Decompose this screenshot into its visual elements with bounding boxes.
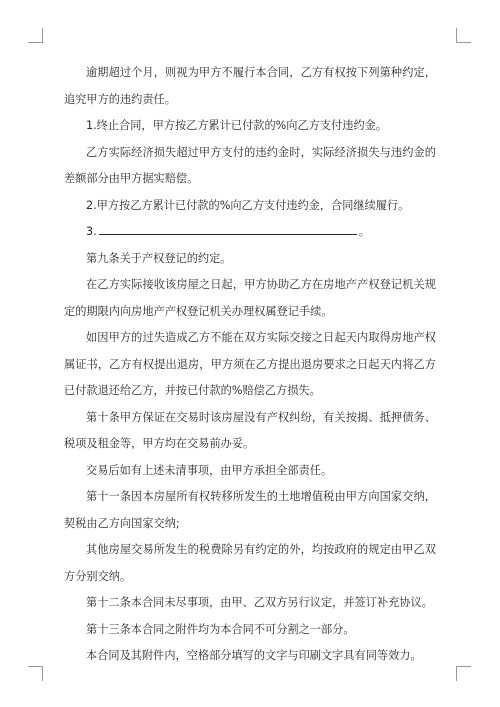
corner-mark-bottom-left bbox=[28, 666, 43, 681]
paragraph-registration-assist: 在乙方实际接收该房屋之日起，甲方协助乙方在房地产产权登记机关规定的期限内向房地产产权登记机关办理权属登记手续。 bbox=[64, 278, 436, 318]
paragraph-option-2: 2.甲方按乙方累计已付款的%向乙方支付违约金，合同继续履行。 bbox=[86, 198, 410, 212]
corner-mark-bottom-right bbox=[456, 666, 471, 681]
corner-mark-top-right bbox=[456, 28, 471, 43]
paragraph-article-9-heading: 第九条关于产权登记的约定。 bbox=[86, 251, 232, 265]
paragraph-option-3-blank bbox=[64, 219, 436, 246]
paragraph-other-taxes: 其他房屋交易所发生的税费除另有约定的外，均按政府的规定由甲乙双方分别交纳。 bbox=[64, 543, 436, 583]
paragraph-outstanding-matters: 交易后如有上述未清事项，由甲方承担全部责任。 bbox=[86, 463, 333, 477]
paragraph-loss-difference: 乙方实际经济损失超过甲方支付的违约金时，实际经济损失与违约金的差额部分由甲方据实赔偿。 bbox=[64, 145, 436, 185]
paragraph-equal-effect: 本合同及其附件内，空格部分填写的文字与印刷文字具有同等效力。 bbox=[86, 649, 422, 662]
corner-mark-top-left bbox=[28, 28, 43, 43]
paragraph-article-10: 第十条甲方保证在交易时该房屋没有产权纠纷，有关按揭、抵押债务、税项及租金等，甲方均在交易前办妥。 bbox=[64, 410, 436, 450]
option-3-end-mark: 。 bbox=[358, 225, 370, 238]
paragraph-article-12: 第十二条本合同未尽事项，由甲、乙双方另行议定，并签订补充协议。 bbox=[86, 596, 433, 609]
document-body bbox=[64, 60, 436, 670]
fill-in-blank-line bbox=[99, 222, 357, 235]
paragraph-article-13: 第十三条本合同之附件均为本合同不可分割之一部分。 bbox=[86, 622, 355, 636]
paragraph-option-1: 1.终止合同，甲方按乙方累计已付款的%向乙方支付违约金。 bbox=[86, 119, 387, 132]
paragraph-article-11: 第十一条因本房屋所有权转移所发生的土地增值税由甲方向国家交纳，契税由乙方向国家交纳; bbox=[64, 490, 436, 530]
option-3-number: 3. bbox=[86, 225, 97, 238]
paragraph-breach-clause: 逾期超过个月，则视为甲方不履行本合同，乙方有权按下列第种约定，追究甲方的违约责任。 bbox=[64, 66, 436, 106]
paragraph-registration-failure: 如因甲方的过失造成乙方不能在双方实际交接之日起天内取得房地产权属证书，乙方有权提出退房，甲方须在乙方提出退房要求之日起天内将乙方已付款退还给乙方，并按已付款的%赔偿乙方损失。 bbox=[64, 331, 436, 397]
